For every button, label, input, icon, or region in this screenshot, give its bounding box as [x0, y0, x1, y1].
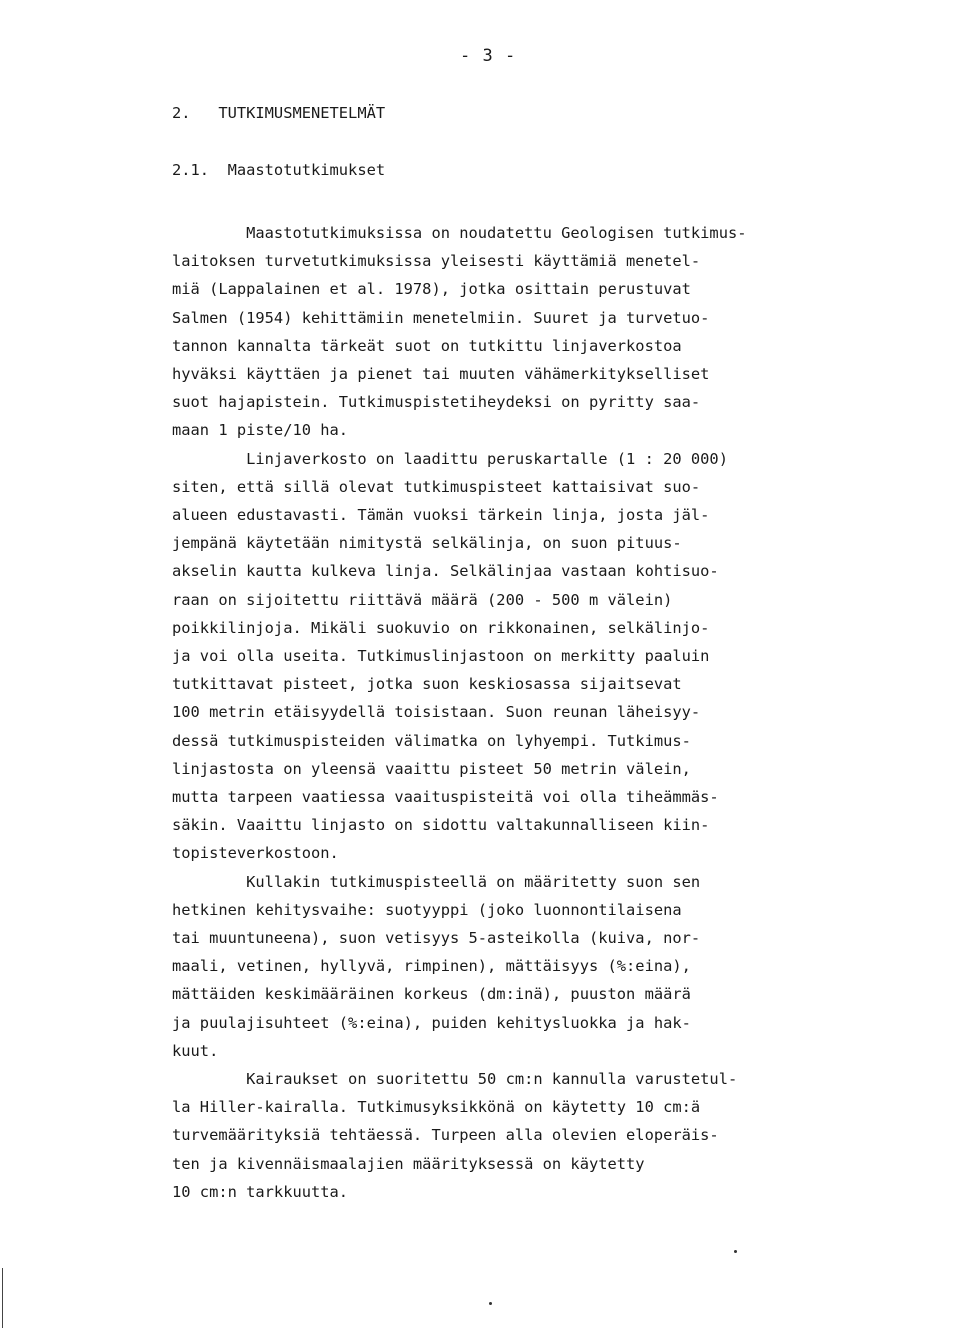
text-line: siten, että sillä olevat tutkimuspisteet kattaisivat suo- — [172, 477, 701, 496]
text-line: jempänä käytetään nimitystä selkälinja, on suon pituus- — [172, 534, 682, 553]
text-line: dessä tutkimuspisteiden välimatka on lyhyempi. Tutkimus- — [172, 731, 691, 750]
subsection-heading: 2.1. Maastotutkimukset — [172, 161, 386, 179]
text-line: mutta tarpeen vaatiessa vaaituspisteitä voi olla tiheämmäs- — [172, 788, 719, 806]
margin-mark — [2, 1268, 3, 1328]
text-line: ja puulajisuhteet (%:eina), puiden kehitysluokka ja hak- — [172, 1013, 691, 1032]
text-line: topisteverkostoon. — [172, 844, 339, 863]
text-line: 100 metrin etäisyydellä toisistaan. Suon reunan läheisyy- — [172, 703, 701, 722]
text-line: poikkilinjoja. Mikäli suokuvio on rikkonainen, selkälinjo- — [172, 618, 710, 637]
text-line: raan on sijoitettu riittävä määrä (200 - 500 m välein) — [172, 590, 673, 609]
text-line: ja voi olla useita. Tutkimuslinjastoon on merkitty paaluin — [172, 647, 710, 665]
text-line: maali, vetinen, hyllyvä, rimpinen), mättäisyys (%:eina), — [172, 957, 691, 976]
text-line: ten ja kivennäismaalajien määrityksessä on käytetty — [172, 1154, 645, 1173]
text-line: laitoksen turvetutkimuksissa yleisesti käyttämiä menetel- — [172, 252, 701, 271]
text-line: kuut. — [172, 1041, 219, 1060]
text-line: Linjaverkosto on laadittu peruskartalle (1 : 20 000) — [172, 449, 728, 468]
text-line: Maastotutkimuksissa on noudatettu Geologisen tutkimus- — [172, 224, 747, 242]
text-line: tai muuntuneena), suon vetisyys 5-asteikolla (kuiva, nor- — [172, 929, 701, 947]
text-line: maan 1 piste/10 ha. — [172, 421, 349, 440]
text-line: hyväksi käyttäen ja pienet tai muuten vähämerkitykselliset — [172, 365, 710, 383]
text-line: miä (Lappalainen et al. 1978), jotka osittain perustuvat — [172, 280, 691, 299]
text-line: akselin kautta kulkeva linja. Selkälinjaa vastaan kohtisuo- — [172, 562, 719, 581]
text-line: 10 cm:n tarkkuutta. — [172, 1182, 349, 1201]
speck — [734, 1250, 737, 1253]
text-line: hetkinen kehitysvaihe: suotyyppi (joko luonnontilaisena — [172, 900, 682, 919]
text-line: mättäiden keskimääräinen korkeus (dm:inä), puuston määrä — [172, 985, 691, 1004]
text-line: Salmen (1954) kehittämiin menetelmiin. Suuret ja turvetuo- — [172, 308, 710, 327]
text-line: linjastosta on yleensä vaaittu pisteet 50 metrin välein, — [172, 759, 691, 778]
section-heading: 2. TUTKIMUSMENETELMÄT — [172, 104, 386, 122]
text-line: tannon kannalta tärkeät suot on tutkittu linjaverkostoa — [172, 336, 682, 355]
text-line: säkin. Vaaittu linjasto on sidottu valtakunnalliseen kiin- — [172, 816, 710, 835]
text-line: suot hajapistein. Tutkimuspistetiheydeksi on pyritty saa- — [172, 393, 701, 412]
text-line: alueen edustavasti. Tämän vuoksi tärkein linja, josta jäl- — [172, 506, 710, 524]
text-line: la Hiller-kairalla. Tutkimusyksikkönä on käytetty 10 cm:ä — [172, 1098, 701, 1117]
text-line: tutkittavat pisteet, jotka suon keskiosassa sijaitsevat — [172, 675, 682, 694]
page-number: - 3 - — [460, 46, 517, 66]
text-line: Kairaukset on suoritettu 50 cm:n kannulla varustetul- — [172, 1070, 738, 1088]
text-line: Kullakin tutkimuspisteellä on määritetty suon sen — [172, 872, 701, 891]
speck — [489, 1302, 492, 1305]
text-line: turvemäärityksiä tehtäessä. Turpeen alla olevien eloperäis- — [172, 1126, 719, 1145]
